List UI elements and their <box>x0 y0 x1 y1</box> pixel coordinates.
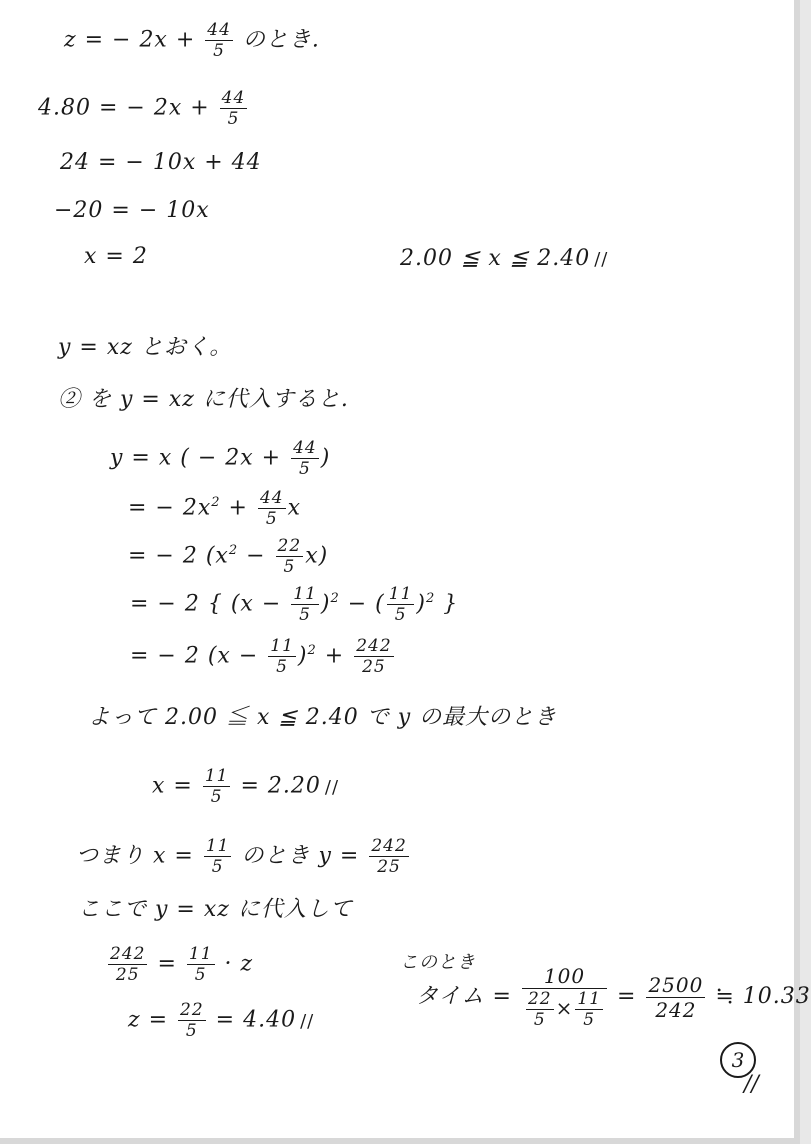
line-z-definition <box>64 20 320 61</box>
line-solve-z: $\frac{242}{25}$ = $\frac{11}{5}$ · z <box>110 944 254 985</box>
line-step-2: = − 2 ($x^2$ − $\frac{22}{5}$ x) <box>128 536 329 577</box>
line-24: 24 = − 10x + 44 <box>60 150 262 175</box>
line-x-max: x = $\frac{11}{5}$ = 2.20 // <box>152 766 340 807</box>
page-check-mark: // <box>744 1072 759 1097</box>
text: z = − 2x + <box>64 27 204 53</box>
line-time: タイム = 100 $\frac{22}{5}$ × $\frac{11}{5}$ = $\frac{2500}{242}$ ≒ 10.33 <box>416 964 811 1030</box>
line-step-1: = − $2x^2$ + $\frac{44}{5}$ x <box>128 488 302 529</box>
line-in-other-words: つまり x = $\frac{11}{5}$ のとき y = $\frac{242}{25}$ <box>76 836 407 877</box>
line-x-equals-2: x = 2 <box>84 244 148 269</box>
fraction: $\frac{44}{5}$ <box>221 88 246 129</box>
check-mark: // <box>300 1010 315 1032</box>
line-step-4: = − 2 (x − $\frac{11}{5}$ )$^2$ + $\frac{242}{25}$ <box>130 636 392 677</box>
text: のとき. <box>234 27 320 53</box>
line-substitute-480: 4.80 = − 2x + $\frac{44}{5}$ <box>38 88 246 129</box>
line-y-expand: y = x ( − 2x + $\frac{44}{5}$ ) <box>110 438 331 479</box>
time-fraction: 100 $\frac{22}{5}$ × $\frac{11}{5}$ <box>522 964 607 1030</box>
line-step-3: = − 2 { (x − $\frac{11}{5}$ )$^2$ − ( $\frac{11}{5}$ )$^2$ } <box>130 584 459 625</box>
range-result: 2.00 ≦ x ≦ 2.40 // <box>400 246 609 271</box>
check-mark: // <box>594 249 609 270</box>
sub-label: このとき <box>400 952 476 973</box>
line-here: ここで y = xz に代入して <box>78 897 353 922</box>
line-y-definition: y = xz とおく。 <box>58 335 233 360</box>
fraction: $\frac{44}{5}$ <box>207 20 231 61</box>
line-z-result: z = $\frac{22}{5}$ = 4.40 // <box>128 1000 315 1041</box>
line-substitute-2: ② を y = xz に代入すると. <box>58 387 349 412</box>
check-mark: // <box>324 776 340 798</box>
line-minus20: −20 = − 10x <box>54 198 210 223</box>
page-number: 3 <box>720 1042 756 1078</box>
line-therefore: よって 2.00 ≦ x ≦ 2.40 で y の最大のとき <box>88 705 558 730</box>
